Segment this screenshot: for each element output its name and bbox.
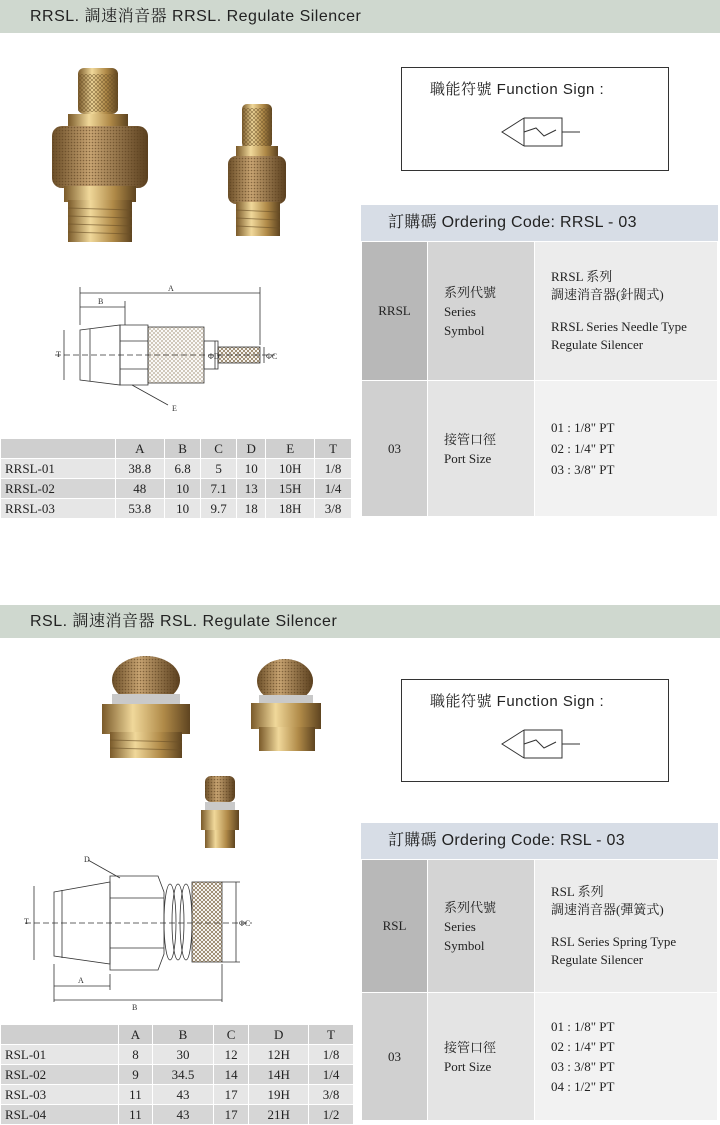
port-option: 01 : 1/8" PT: [551, 420, 615, 435]
rsl-function-sign-label: 職能符號 Function Sign :: [430, 693, 605, 710]
rsl-dimension-drawing: [20, 852, 255, 1012]
rrsl-small-product-photo: [220, 100, 300, 240]
field-en: Port Size: [444, 450, 492, 466]
dim-label-e: E: [172, 404, 177, 413]
column-header: [1, 439, 116, 459]
rrsl-section-title: RRSL. 調速消音器 RRSL. Regulate Silencer: [0, 0, 720, 33]
value-cell: 1/8: [315, 459, 352, 479]
table-row: [362, 993, 718, 1121]
value-cell: 9: [118, 1065, 152, 1085]
value-cell: 3/8: [309, 1085, 354, 1105]
column-header: T: [309, 1025, 354, 1045]
table-header-row: [1, 439, 352, 459]
column-header: B: [165, 439, 201, 459]
port-option: 02 : 1/4" PT: [551, 441, 615, 456]
value-cell: 11: [118, 1105, 152, 1125]
rrsl-dimension-table: [0, 438, 352, 519]
value-cell: 11: [118, 1085, 152, 1105]
value-cell: 1/4: [315, 479, 352, 499]
value-cell: 14: [213, 1065, 249, 1085]
rrsl-function-sign-label: 職能符號 Function Sign :: [430, 81, 605, 98]
port-option: 03 : 3/8" PT: [551, 462, 615, 477]
value-cell: 38.8: [115, 459, 165, 479]
value-cell: 1/2: [309, 1105, 354, 1125]
value-cell: 12: [213, 1045, 249, 1065]
order-desc-cell: [535, 381, 718, 517]
rsl-large-product-photo: [88, 652, 208, 762]
table-row: [362, 242, 718, 381]
value-cell: 19H: [249, 1085, 309, 1105]
dim-label-c: ΦC: [239, 919, 251, 928]
value-cell: 1/4: [309, 1065, 354, 1085]
model-cell: RRSL-02: [1, 479, 116, 499]
value-cell: 10: [237, 459, 266, 479]
table-row: [1, 1065, 354, 1085]
model-cell: RSL-03: [1, 1085, 119, 1105]
model-cell: RSL-01: [1, 1045, 119, 1065]
value-cell: 15H: [266, 479, 315, 499]
order-field-cell: [428, 381, 535, 517]
table-row: [362, 381, 718, 517]
desc-line: 調速消音器(彈簧式): [551, 902, 664, 917]
value-cell: 10: [165, 479, 201, 499]
rsl-small-product-photo: [195, 772, 245, 852]
rsl-dimension-table: [0, 1024, 354, 1125]
value-cell: 5: [201, 459, 237, 479]
value-cell: 7.1: [201, 479, 237, 499]
order-code-cell: 03: [362, 381, 428, 517]
field-cn: 系列代號: [444, 284, 497, 300]
field-en: Symbol: [444, 937, 485, 953]
value-cell: 14H: [249, 1065, 309, 1085]
value-cell: 1/8: [309, 1045, 354, 1065]
rsl-function-sign-box: [401, 679, 669, 782]
value-cell: 21H: [249, 1105, 309, 1125]
table-row: [1, 479, 352, 499]
rrsl-dimension-drawing: [50, 285, 280, 415]
value-cell: 43: [153, 1085, 214, 1105]
column-header: C: [201, 439, 237, 459]
rrsl-ordering-table: [361, 241, 718, 517]
rsl-ordering-table: [361, 859, 718, 1121]
value-cell: 53.8: [115, 499, 165, 519]
value-cell: 10H: [266, 459, 315, 479]
column-header: [1, 1025, 119, 1045]
value-cell: 12H: [249, 1045, 309, 1065]
column-header: B: [153, 1025, 214, 1045]
rsl-ordering-code-header: 訂購碼 Ordering Code: RSL - 03: [361, 823, 718, 859]
desc-line: RRSL 系列: [551, 269, 613, 284]
model-cell: RRSL-03: [1, 499, 116, 519]
table-row: [1, 1045, 354, 1065]
desc-line: Regulate Silencer: [551, 952, 644, 967]
table-header-row: [1, 1025, 354, 1045]
field-en: Port Size: [444, 1058, 492, 1074]
rrsl-function-sign-box: [401, 67, 669, 171]
field-en: Symbol: [444, 322, 485, 338]
value-cell: 34.5: [153, 1065, 214, 1085]
field-cn: 系列代號: [444, 899, 497, 915]
column-header: D: [237, 439, 266, 459]
column-header: E: [266, 439, 315, 459]
desc-line: RRSL Series Needle Type: [551, 319, 687, 334]
desc-line: 調速消音器(針閥式): [551, 287, 664, 302]
column-header: D: [249, 1025, 309, 1045]
table-row: [1, 499, 352, 519]
dim-label-d: D: [84, 855, 90, 864]
rsl-medium-product-photo: [245, 655, 325, 755]
dim-label-a: A: [78, 976, 84, 985]
field-cn: 接管口徑: [444, 431, 497, 447]
value-cell: 13: [237, 479, 266, 499]
value-cell: 30: [153, 1045, 214, 1065]
table-row: [1, 459, 352, 479]
desc-line: RSL 系列: [551, 884, 604, 899]
model-cell: RSL-02: [1, 1065, 119, 1085]
desc-line: RSL Series Spring Type: [551, 934, 677, 949]
value-cell: 18: [237, 499, 266, 519]
field-en: Series: [444, 918, 476, 934]
value-cell: 48: [115, 479, 165, 499]
value-cell: 3/8: [315, 499, 352, 519]
model-cell: RSL-04: [1, 1105, 119, 1125]
value-cell: 17: [213, 1105, 249, 1125]
value-cell: 10: [165, 499, 201, 519]
value-cell: 6.8: [165, 459, 201, 479]
port-option: 04 : 1/2" PT: [551, 1078, 615, 1094]
rrsl-large-product-photo: [40, 60, 170, 250]
port-option: 01 : 1/8" PT: [551, 1018, 615, 1034]
value-cell: 8: [118, 1045, 152, 1065]
column-header: A: [118, 1025, 152, 1045]
value-cell: 18H: [266, 499, 315, 519]
value-cell: 43: [153, 1105, 214, 1125]
order-code-cell: RRSL: [362, 242, 428, 381]
order-code-cell: RSL: [362, 860, 428, 993]
field-en: Series: [444, 303, 476, 319]
order-desc-cell: [535, 993, 718, 1121]
model-cell: RRSL-01: [1, 459, 116, 479]
dim-label-c: ΦC: [266, 352, 278, 361]
silencer-symbol-icon: [490, 724, 590, 764]
table-row: [1, 1105, 354, 1125]
dim-label-d: ΦD: [208, 352, 220, 361]
value-cell: 9.7: [201, 499, 237, 519]
rrsl-ordering-code-header: 訂購碼 Ordering Code: RRSL - 03: [361, 205, 718, 241]
column-header: C: [213, 1025, 249, 1045]
dim-label-b: B: [132, 1003, 138, 1012]
port-option: 02 : 1/4" PT: [551, 1038, 615, 1054]
rsl-section-title: RSL. 調速消音器 RSL. Regulate Silencer: [0, 605, 720, 638]
desc-line: Regulate Silencer: [551, 337, 644, 352]
field-cn: 接管口徑: [444, 1039, 497, 1055]
order-field-cell: [428, 860, 535, 993]
dim-label-t: T: [24, 917, 29, 926]
column-header: A: [115, 439, 165, 459]
order-desc-cell: [535, 242, 718, 381]
table-row: [362, 860, 718, 993]
order-code-cell: 03: [362, 993, 428, 1121]
table-row: [1, 1085, 354, 1105]
order-field-cell: [428, 993, 535, 1121]
value-cell: 17: [213, 1085, 249, 1105]
dim-label-b: B: [98, 297, 104, 306]
order-field-cell: [428, 242, 535, 381]
dim-label-t: T: [56, 350, 61, 359]
dim-label-a: A: [168, 285, 174, 293]
column-header: T: [315, 439, 352, 459]
port-option: 03 : 3/8" PT: [551, 1058, 615, 1074]
silencer-symbol-icon: [490, 112, 590, 152]
order-desc-cell: [535, 860, 718, 993]
